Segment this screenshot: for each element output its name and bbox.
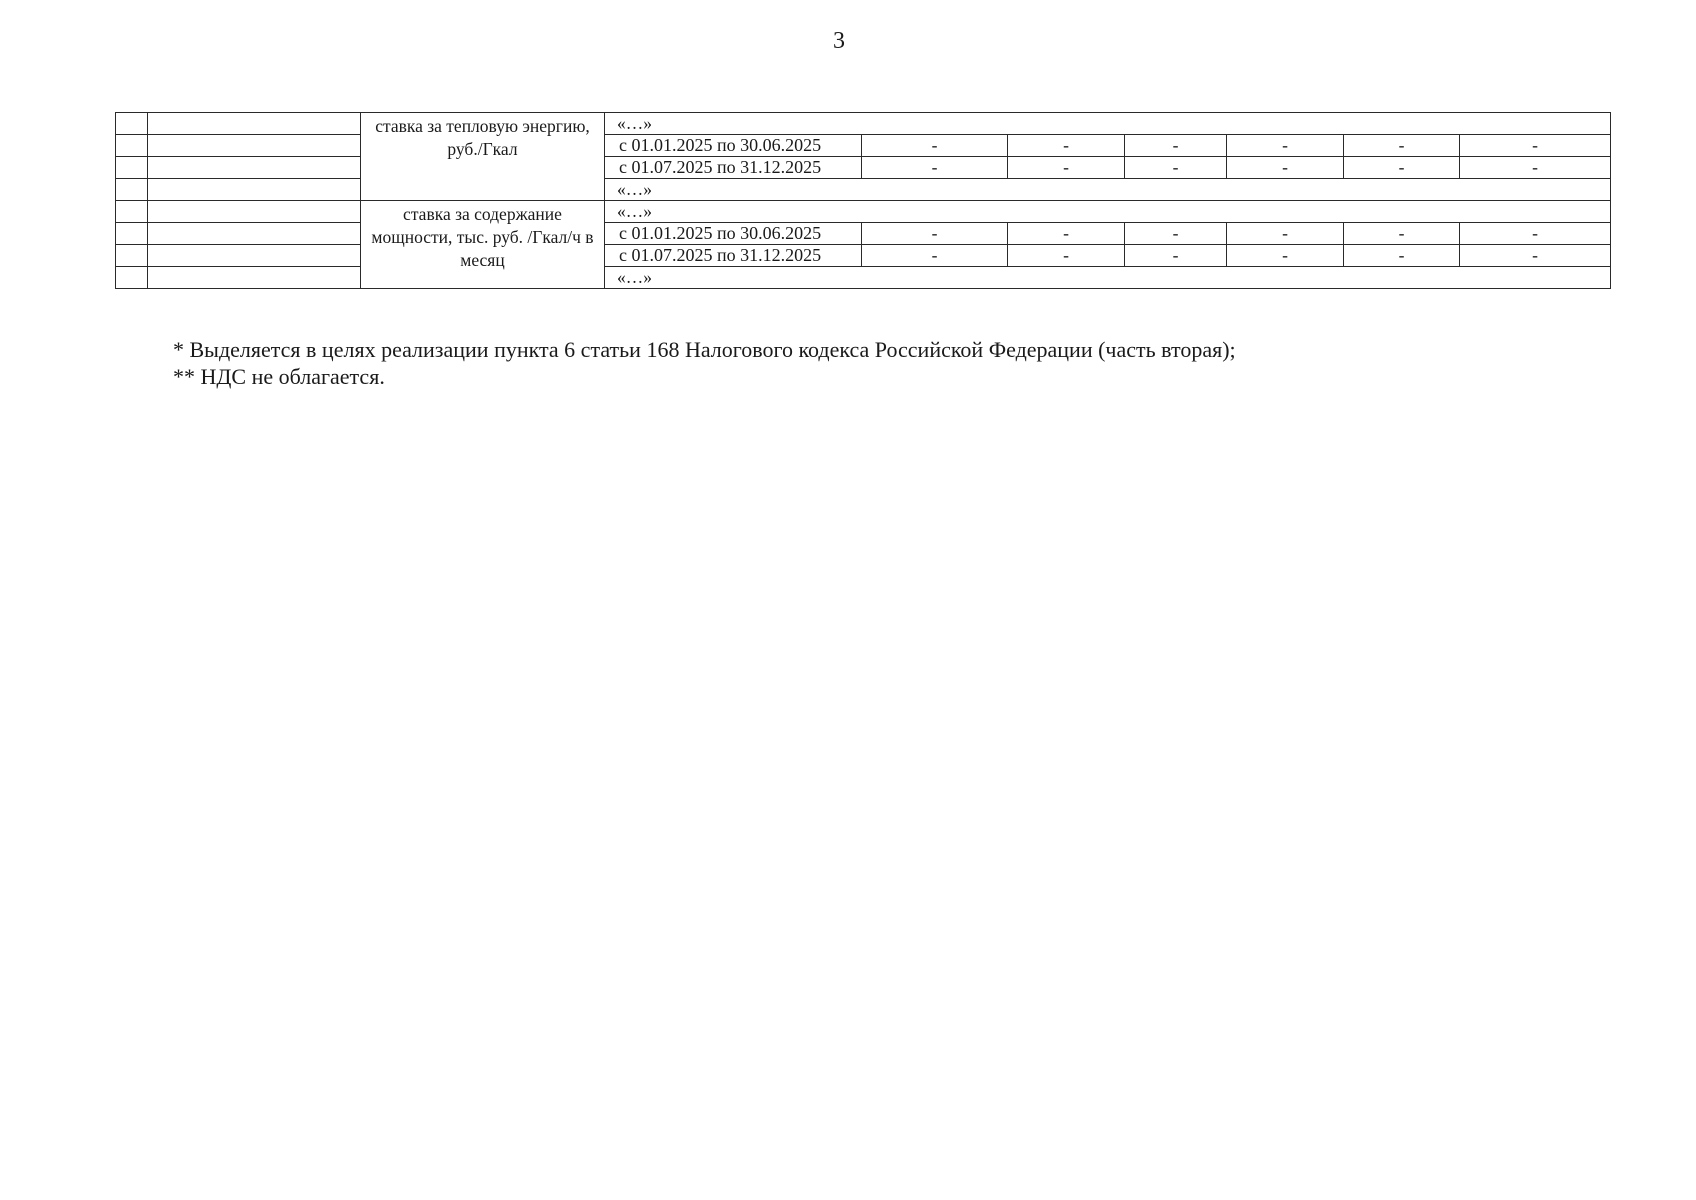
value-cell: -	[1460, 157, 1611, 179]
ellipsis-cell: «…»	[605, 201, 1611, 223]
period-cell: с 01.01.2025 по 30.06.2025	[605, 135, 862, 157]
row-number-cell	[116, 201, 148, 223]
row-name-cell	[148, 157, 361, 179]
row-number-cell	[116, 157, 148, 179]
table-row	[116, 223, 1611, 245]
value-cell: -	[1008, 245, 1125, 267]
row-number-cell	[116, 179, 148, 201]
period-cell: с 01.07.2025 по 31.12.2025	[605, 157, 862, 179]
value-cell: -	[1125, 245, 1227, 267]
value-cell: -	[1008, 223, 1125, 245]
value-cell: -	[1125, 157, 1227, 179]
value-cell: -	[1460, 135, 1611, 157]
value-cell: -	[1227, 135, 1344, 157]
period-cell: с 01.01.2025 по 30.06.2025	[605, 223, 862, 245]
table-row	[116, 179, 1611, 201]
page-number: 3	[833, 28, 845, 54]
table-row	[116, 157, 1611, 179]
rate-label-heat-energy: ставка за тепловую энергию, руб./Гкал	[361, 113, 605, 201]
footnote-vat-exempt: ** НДС не облагается.	[173, 364, 385, 389]
value-cell: -	[1008, 135, 1125, 157]
value-cell: -	[1344, 223, 1460, 245]
row-number-cell	[116, 267, 148, 289]
value-cell: -	[1227, 223, 1344, 245]
value-cell: -	[1460, 223, 1611, 245]
ellipsis-cell: «…»	[605, 267, 1611, 289]
footnotes	[173, 336, 1236, 390]
footnote-vat-allocation: * Выделяется в целях реализации пункта 6 статьи 168 Налогового кодекса Российской Федерации (часть вторая);	[173, 337, 1236, 362]
row-name-cell	[148, 223, 361, 245]
value-cell: -	[1125, 223, 1227, 245]
value-cell: -	[1344, 157, 1460, 179]
value-cell: -	[1227, 157, 1344, 179]
table-row	[116, 267, 1611, 289]
value-cell: -	[1125, 135, 1227, 157]
row-name-cell	[148, 201, 361, 223]
rate-label-capacity: ставка за содержание мощности, тыс. руб. /Гкал/ч в месяц	[361, 201, 605, 289]
table-row	[116, 113, 1611, 135]
row-name-cell	[148, 267, 361, 289]
table-row	[116, 245, 1611, 267]
tariff-table	[115, 112, 1611, 289]
table-row	[116, 135, 1611, 157]
value-cell: -	[862, 223, 1008, 245]
row-name-cell	[148, 135, 361, 157]
ellipsis-cell: «…»	[605, 113, 1611, 135]
row-name-cell	[148, 113, 361, 135]
ellipsis-cell: «…»	[605, 179, 1611, 201]
value-cell: -	[1460, 245, 1611, 267]
value-cell: -	[862, 157, 1008, 179]
row-number-cell	[116, 245, 148, 267]
row-number-cell	[116, 223, 148, 245]
value-cell: -	[1344, 245, 1460, 267]
table-row	[116, 201, 1611, 223]
value-cell: -	[862, 135, 1008, 157]
value-cell: -	[1344, 135, 1460, 157]
period-cell: с 01.07.2025 по 31.12.2025	[605, 245, 862, 267]
value-cell: -	[1008, 157, 1125, 179]
value-cell: -	[862, 245, 1008, 267]
row-number-cell	[116, 135, 148, 157]
value-cell: -	[1227, 245, 1344, 267]
row-number-cell	[116, 113, 148, 135]
row-name-cell	[148, 179, 361, 201]
row-name-cell	[148, 245, 361, 267]
